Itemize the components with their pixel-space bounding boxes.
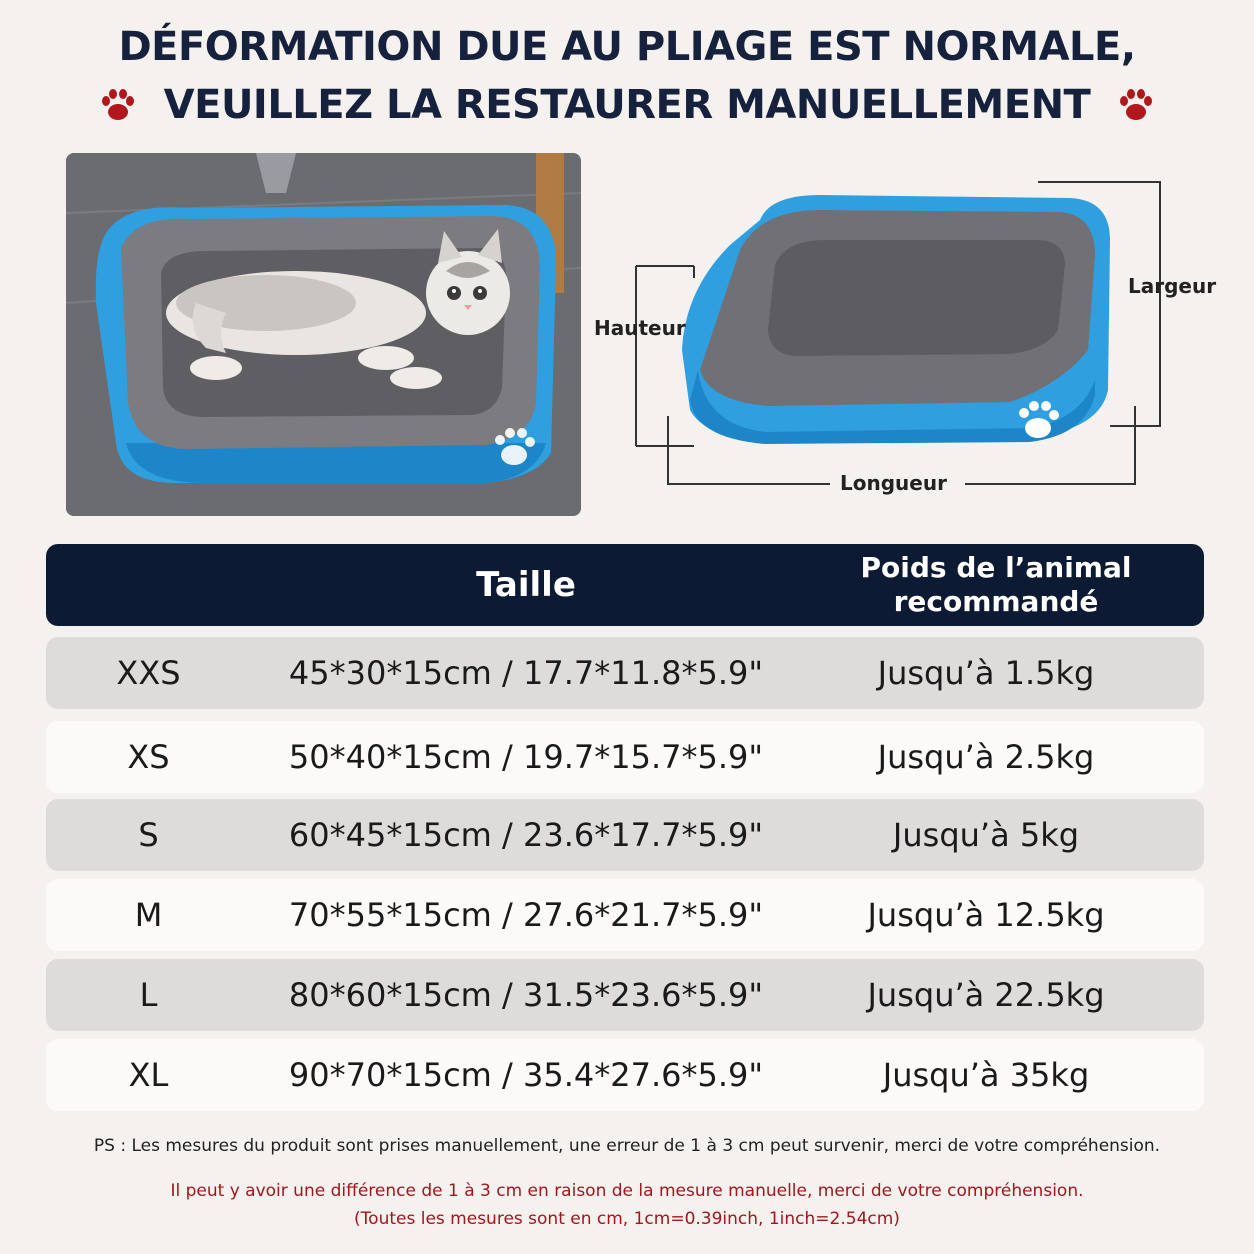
dimensions-cell: 50*40*15cm / 19.7*15.7*5.9" — [288, 738, 764, 776]
table-row — [46, 799, 1204, 871]
size-cell: XL — [128, 1056, 169, 1094]
weight-cell: Jusqu’à 1.5kg — [877, 654, 1095, 692]
product-photo-cat-in-bed — [66, 153, 581, 516]
bed-dimension-drawing — [590, 170, 1230, 510]
header-size: Taille — [476, 565, 576, 605]
weight-cell: Jusqu’à 35kg — [882, 1056, 1090, 1094]
table-row — [46, 1039, 1204, 1111]
headline — [0, 18, 1254, 141]
measurement-note: Il peut y avoir une différence de 1 à 3 cm en raison de la mesure manuelle, merci de votre compréhension. — [170, 1181, 1084, 1201]
paw-icon — [1116, 85, 1156, 125]
weight-cell: Jusqu’à 5kg — [892, 816, 1080, 854]
header-weight: Poids de l’animal recommandé — [860, 551, 1132, 618]
size-cell: M — [134, 896, 163, 934]
weight-cell: Jusqu’à 12.5kg — [867, 896, 1105, 934]
width-label: Largeur — [1128, 274, 1217, 298]
size-cell: XXS — [116, 654, 181, 692]
dimensions-cell: 60*45*15cm / 23.6*17.7*5.9" — [288, 816, 764, 854]
size-cell: L — [139, 976, 158, 1014]
dimensions-cell: 70*55*15cm / 27.6*21.7*5.9" — [288, 896, 764, 934]
paw-icon — [98, 85, 138, 125]
dimensions-cell: 80*60*15cm / 31.5*23.6*5.9" — [288, 976, 764, 1014]
headline-line2: VEUILLEZ LA RESTAURER MANUELLEMENT — [163, 82, 1091, 128]
weight-cell: Jusqu’à 22.5kg — [867, 976, 1105, 1014]
headline-line2-wrap — [98, 76, 1157, 134]
table-row — [46, 637, 1204, 709]
table-row — [46, 959, 1204, 1031]
size-table-header — [46, 544, 1204, 626]
dimension-diagram — [590, 170, 1230, 510]
ps-note: PS : Les mesures du produit sont prises manuellement, une erreur de 1 à 3 cm peut survenir, merci de votre compréhension. — [93, 1136, 1161, 1156]
size-cell: S — [138, 816, 159, 854]
cat-bed-illustration — [66, 153, 581, 516]
dimensions-cell: 45*30*15cm / 17.7*11.8*5.9" — [288, 654, 764, 692]
height-label: Hauteur — [594, 316, 686, 340]
headline-line1: DÉFORMATION DUE AU PLIAGE EST NORMALE, — [118, 24, 1136, 70]
unit-conversion-note: (Toutes les mesures sont en cm, 1cm=0.39inch, 1inch=2.54cm) — [354, 1209, 900, 1229]
dimensions-cell: 90*70*15cm / 35.4*27.6*5.9" — [288, 1056, 764, 1094]
table-row — [46, 721, 1204, 793]
table-row — [46, 879, 1204, 951]
length-label: Longueur — [840, 471, 947, 495]
weight-cell: Jusqu’à 2.5kg — [877, 738, 1095, 776]
size-cell: XS — [127, 738, 170, 776]
